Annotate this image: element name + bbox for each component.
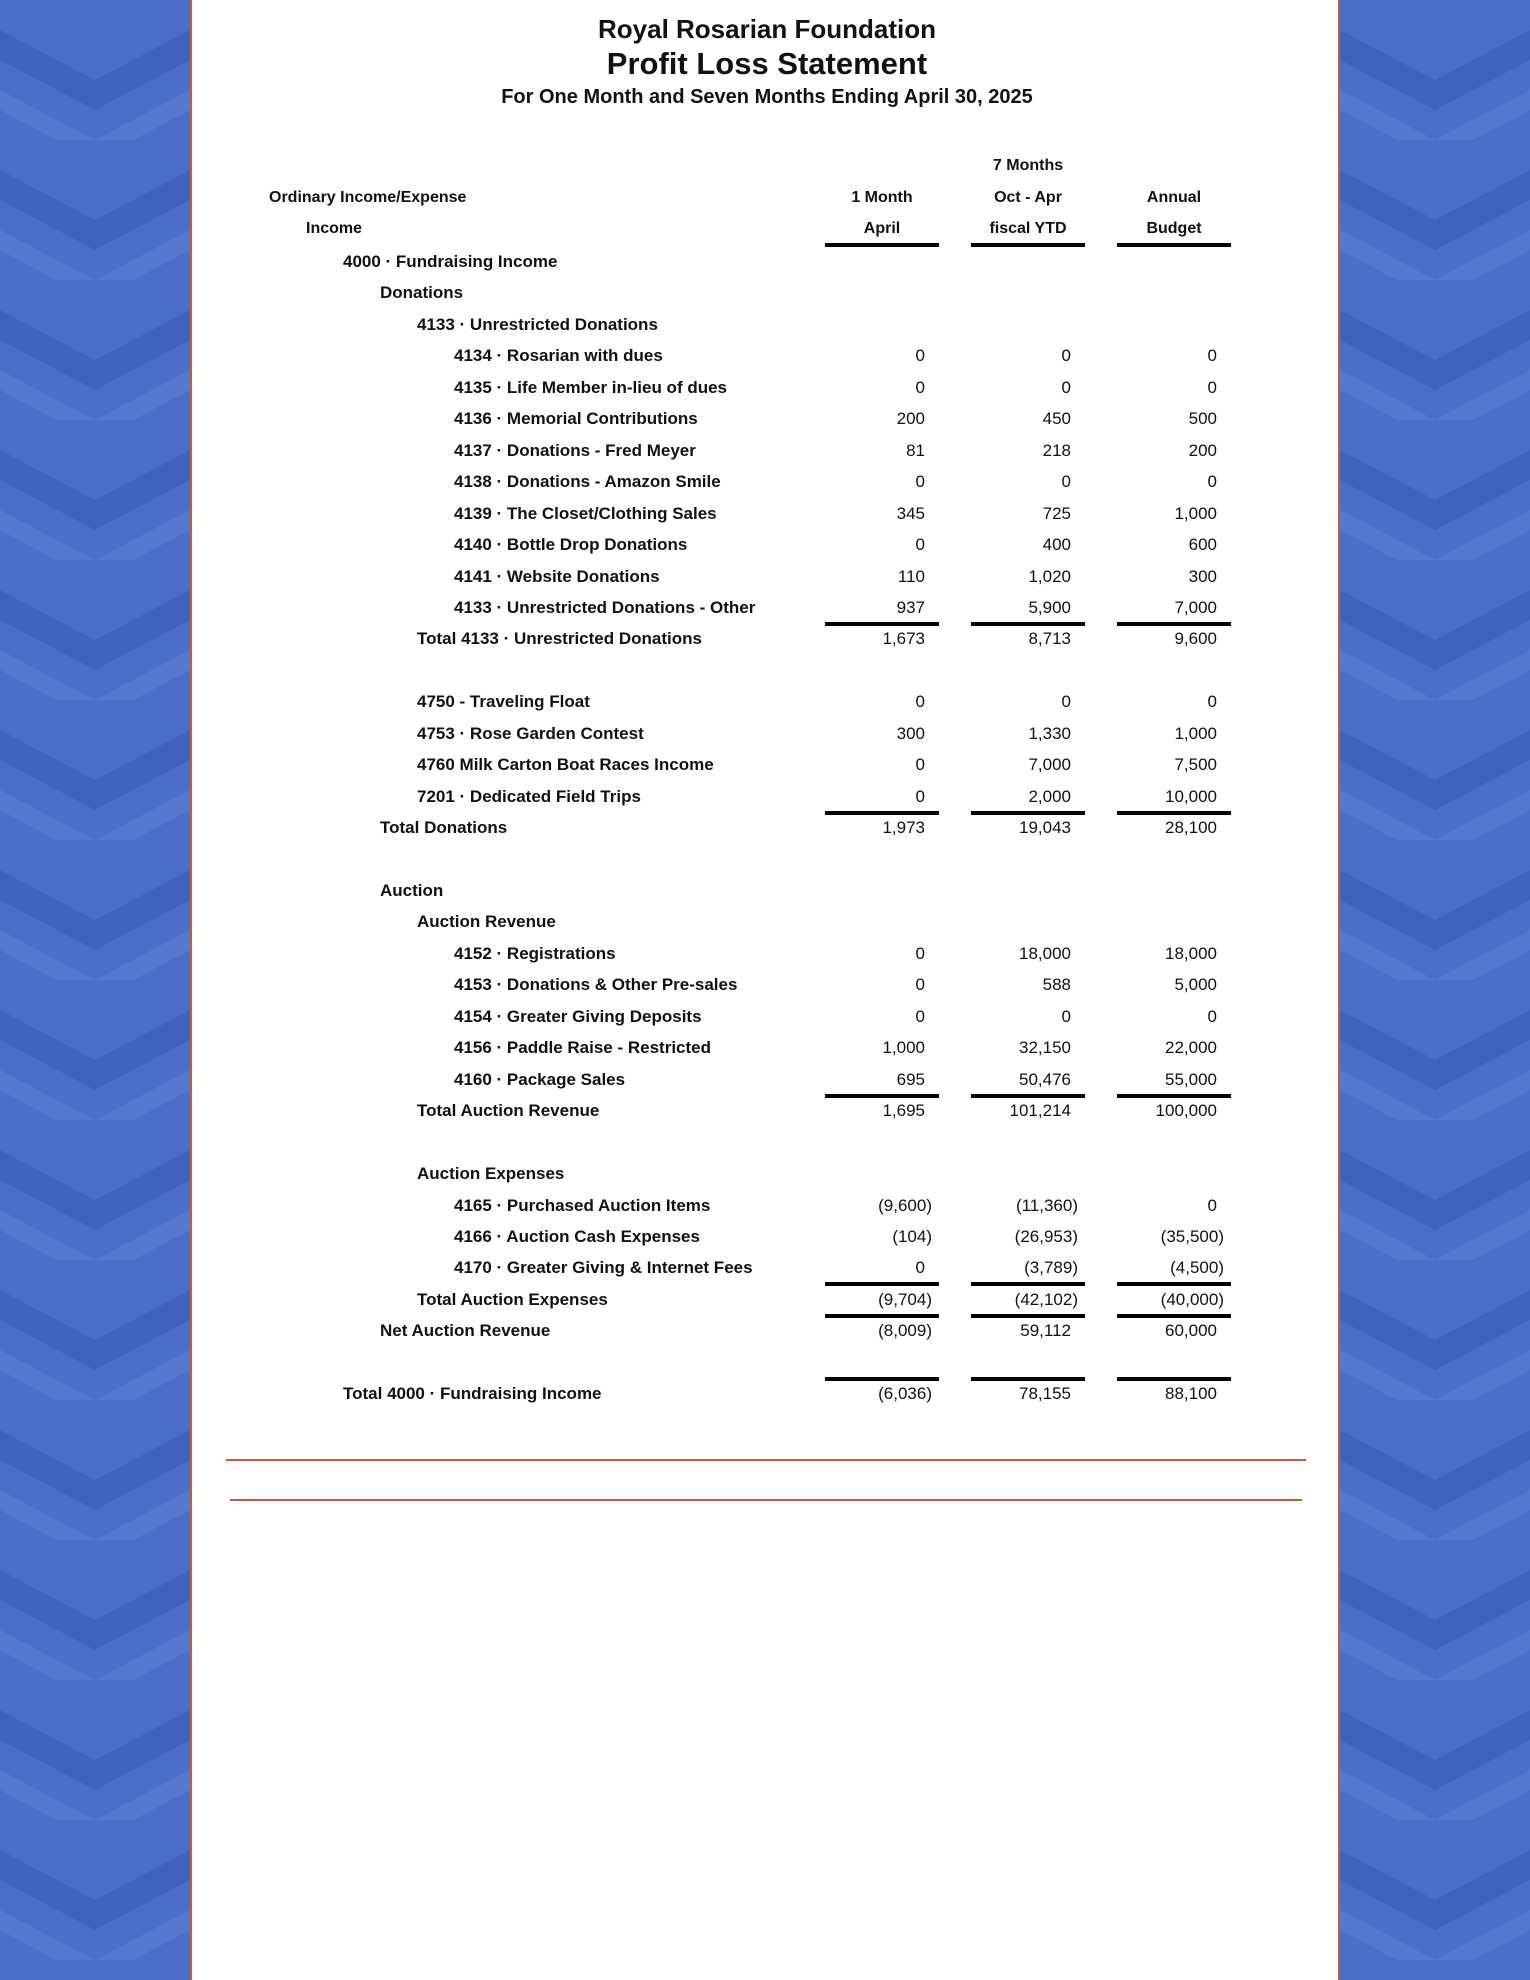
row-label: Auction Expenses [417, 1164, 565, 1184]
statement-row [192, 692, 1342, 723]
budget-value: 500 [1188, 409, 1217, 429]
ytd-value: 1,020 [1028, 566, 1071, 586]
ytd-value: 32,150 [1019, 1038, 1071, 1058]
ytd-value: 0 [1061, 692, 1071, 712]
ytd-value: 59,112 [1020, 1321, 1071, 1341]
row-label: Total 4000 · Fundraising Income [343, 1384, 602, 1404]
ytd-value: 7,000 [1028, 755, 1071, 775]
ytd-value: (42,102) [1014, 1289, 1078, 1309]
spacer-row [192, 1133, 1342, 1164]
subtotal-rule [971, 1094, 1085, 1098]
ytd-value: 1,330 [1028, 723, 1071, 743]
row-label: 4165 · Purchased Auction Items [454, 1195, 711, 1215]
row-label: 4170 · Greater Giving & Internet Fees [454, 1258, 753, 1278]
ytd-value: 78,155 [1019, 1384, 1071, 1404]
row-label: 4134 · Rosarian with dues [454, 346, 663, 366]
month-value: 110 [897, 566, 925, 586]
subtotal-rule [1117, 1377, 1231, 1381]
row-label: 4154 · Greater Giving Deposits [454, 1006, 702, 1026]
month-value: 695 [896, 1069, 925, 1089]
statement-row [192, 755, 1342, 786]
ytd-value: 450 [1042, 409, 1071, 429]
month-value: 0 [915, 943, 925, 963]
statement-row [192, 472, 1342, 503]
budget-value: 5,000 [1174, 975, 1217, 995]
statement-row [192, 912, 1342, 943]
month-value: 937 [896, 597, 925, 617]
ytd-value: 588 [1042, 975, 1071, 995]
month-value: 345 [896, 503, 925, 523]
statement-row [192, 1384, 1342, 1415]
statement-row [192, 441, 1342, 472]
statement-row [192, 724, 1342, 755]
row-label: 7201 · Dedicated Field Trips [417, 786, 641, 806]
ytd-value: 8,713 [1028, 629, 1071, 649]
row-label: Total Auction Expenses [417, 1289, 608, 1309]
statement-row [192, 1227, 1342, 1258]
row-label: 4760 Milk Carton Boat Races Income [417, 755, 714, 775]
footer-rule-1 [226, 1459, 1306, 1461]
ytd-value: 218 [1042, 440, 1071, 460]
budget-value: 300 [1188, 566, 1217, 586]
col2-header-line1: Oct - Apr [994, 189, 1062, 206]
statement-row [192, 409, 1342, 440]
statement-row [192, 975, 1342, 1006]
month-value: 0 [915, 975, 925, 995]
month-value: 0 [915, 377, 925, 397]
ytd-value: 0 [1061, 1006, 1071, 1026]
row-label: 4133 · Unrestricted Donations [417, 314, 658, 334]
month-value: 81 [906, 440, 925, 460]
row-label: 4152 · Registrations [454, 943, 616, 963]
month-value: 1,973 [882, 818, 925, 838]
budget-value: 0 [1207, 472, 1217, 492]
col1-header-line1: 1 Month [851, 189, 913, 206]
statement-row [192, 346, 1342, 377]
statement-row [192, 315, 1342, 346]
month-value: 0 [915, 346, 925, 366]
statement-period: For One Month and Seven Months Ending April 30, 2025 [501, 86, 1033, 108]
budget-value: 88,100 [1165, 1384, 1217, 1404]
subtotal-rule [971, 622, 1085, 626]
ytd-value: 5,900 [1028, 597, 1071, 617]
budget-value: 0 [1207, 1006, 1217, 1026]
subtotal-rule [825, 1314, 939, 1318]
statement-row [192, 252, 1342, 283]
statement-row [192, 504, 1342, 535]
budget-value: 0 [1207, 692, 1217, 712]
budget-value: 28,100 [1165, 818, 1217, 838]
statement-row [192, 1007, 1342, 1038]
row-label: 4135 · Life Member in-lieu of dues [454, 377, 728, 397]
statement-page [190, 0, 1340, 1980]
statement-row [192, 1196, 1342, 1227]
budget-value: (35,500) [1160, 1226, 1224, 1246]
subtotal-rule [825, 1094, 939, 1098]
month-value: (6,036) [878, 1384, 932, 1404]
month-value: 1,000 [882, 1038, 925, 1058]
subtotal-rule [825, 1282, 939, 1286]
month-value: 0 [915, 472, 925, 492]
month-value: 0 [915, 535, 925, 555]
row-label: 4753 · Rose Garden Contest [417, 723, 644, 743]
footer-rule-2 [230, 1499, 1302, 1501]
subtotal-rule [825, 622, 939, 626]
budget-value: 7,000 [1174, 597, 1217, 617]
background-pattern-left [0, 0, 190, 1980]
statement-row [192, 567, 1342, 598]
month-value: 1,673 [882, 629, 925, 649]
row-label: Auction Revenue [417, 912, 556, 932]
ytd-value: (11,360) [1015, 1195, 1078, 1215]
header-rule-col3 [1117, 243, 1231, 247]
statement-title: Profit Loss Statement [606, 46, 928, 81]
budget-value: 0 [1207, 346, 1217, 366]
statement-row [192, 881, 1342, 912]
ytd-value: 2,000 [1028, 786, 1071, 806]
subtotal-rule [825, 811, 939, 815]
ytd-value: (3,789) [1024, 1258, 1078, 1278]
month-value: (104) [892, 1226, 932, 1246]
budget-value: 18,000 [1165, 943, 1217, 963]
month-value: (8,009) [878, 1321, 932, 1341]
header-rule-col1 [825, 243, 939, 247]
subtotal-rule [971, 1314, 1085, 1318]
row-label: 4140 · Bottle Drop Donations [454, 535, 688, 555]
month-value: 0 [915, 1006, 925, 1026]
income-label: Income [306, 220, 363, 237]
month-value: 200 [896, 409, 925, 429]
background-pattern-right [1340, 0, 1530, 1980]
statement-row [192, 629, 1342, 660]
budget-value: 1,000 [1174, 503, 1217, 523]
col3-header-line1: Annual [1146, 189, 1202, 206]
subtotal-rule [1117, 1314, 1231, 1318]
row-label: 4166 · Auction Cash Expenses [454, 1226, 700, 1246]
col2-header-line0: 7 Months [992, 157, 1064, 174]
month-value: (9,704) [878, 1289, 932, 1309]
row-label: 4156 · Paddle Raise - Restricted [454, 1038, 712, 1058]
budget-value: 0 [1207, 1195, 1217, 1215]
spacer-row [192, 661, 1342, 692]
budget-value: (4,500) [1170, 1258, 1224, 1278]
subtotal-rule [971, 1282, 1085, 1286]
subtotal-rule [825, 1377, 939, 1381]
row-label: 4136 · Memorial Contributions [454, 409, 698, 429]
ytd-value: (26,953) [1014, 1226, 1078, 1246]
col3-header-line2: Budget [1146, 220, 1202, 237]
section-label: Ordinary Income/Expense [269, 189, 467, 206]
row-label: Donations [380, 283, 464, 303]
ytd-value: 18,000 [1019, 943, 1071, 963]
row-label: 4153 · Donations & Other Pre-sales [454, 975, 738, 995]
ytd-value: 19,043 [1019, 818, 1071, 838]
month-value: 0 [915, 755, 925, 775]
month-value: 0 [915, 692, 925, 712]
budget-value: 22,000 [1165, 1038, 1217, 1058]
row-label: 4139 · The Closet/Clothing Sales [454, 503, 717, 523]
col2-header-line2: fiscal YTD [989, 220, 1067, 237]
row-label: 4138 · Donations - Amazon Smile [454, 472, 721, 492]
budget-value: 1,000 [1174, 723, 1217, 743]
row-label: 4750 - Traveling Float [417, 692, 590, 712]
row-label: 4137 · Donations - Fred Meyer [454, 440, 696, 460]
month-value: 300 [896, 723, 925, 743]
budget-value: 200 [1188, 440, 1217, 460]
subtotal-rule [971, 1377, 1085, 1381]
statement-row [192, 1101, 1342, 1132]
statement-row [192, 1038, 1342, 1069]
statement-row [192, 1164, 1342, 1195]
budget-value: 55,000 [1165, 1069, 1217, 1089]
row-label: 4141 · Website Donations [454, 566, 660, 586]
statement-row [192, 1321, 1342, 1352]
budget-value: 10,000 [1165, 786, 1217, 806]
budget-value: 600 [1188, 535, 1217, 555]
col1-header-line2: April [863, 220, 901, 237]
statement-row [192, 378, 1342, 409]
statement-row [192, 944, 1342, 975]
header-rule-col2 [971, 243, 1085, 247]
month-value: (9,600) [878, 1195, 932, 1215]
ytd-value: 50,476 [1019, 1069, 1071, 1089]
row-label: 4000 · Fundraising Income [343, 252, 558, 271]
ytd-value: 0 [1061, 346, 1071, 366]
ytd-value: 0 [1061, 377, 1071, 397]
budget-value: 0 [1207, 377, 1217, 397]
ytd-value: 400 [1042, 535, 1071, 555]
row-label: 4160 · Package Sales [454, 1069, 626, 1089]
statement-row [192, 818, 1342, 849]
statement-row [192, 535, 1342, 566]
row-label: 4133 · Unrestricted Donations - Other [454, 597, 756, 617]
ytd-value: 101,214 [1009, 1101, 1071, 1121]
subtotal-rule [1117, 622, 1231, 626]
statement-row [192, 283, 1342, 314]
subtotal-rule [1117, 1282, 1231, 1286]
subtotal-rule [971, 811, 1085, 815]
ytd-value: 0 [1061, 472, 1071, 492]
spacer-row [192, 850, 1342, 881]
budget-value: 60,000 [1165, 1321, 1217, 1341]
budget-value: 100,000 [1155, 1101, 1217, 1121]
budget-value: (40,000) [1160, 1289, 1224, 1309]
subtotal-rule [1117, 811, 1231, 815]
row-label: Total 4133 · Unrestricted Donations [417, 629, 702, 649]
month-value: 1,695 [882, 1101, 925, 1121]
month-value: 0 [915, 1258, 925, 1278]
row-label: Total Auction Revenue [417, 1101, 600, 1121]
org-name: Royal Rosarian Foundation [597, 14, 937, 44]
subtotal-rule [1117, 1094, 1231, 1098]
month-value: 0 [915, 786, 925, 806]
row-label: Total Donations [380, 818, 508, 838]
row-label: Net Auction Revenue [380, 1321, 551, 1341]
row-label: Auction [380, 881, 444, 900]
ytd-value: 725 [1042, 503, 1071, 523]
budget-value: 7,500 [1174, 755, 1217, 775]
budget-value: 9,600 [1174, 629, 1217, 649]
